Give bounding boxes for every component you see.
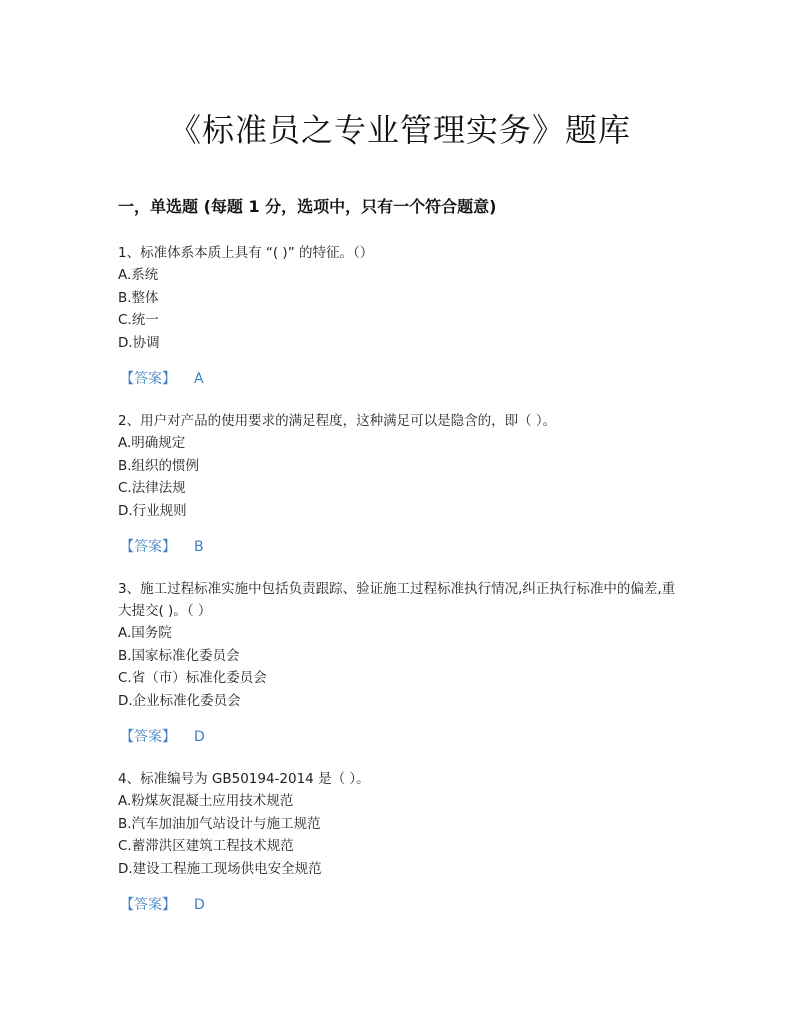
option-c: C.蓄滞洪区建筑工程技术规范 xyxy=(118,838,294,854)
option-d: D.建设工程施工现场供电安全规范 xyxy=(118,860,322,877)
question-stem: 4、标准编号为 GB50194-2014 是（ ）。 xyxy=(118,771,370,787)
answer-value: D xyxy=(194,897,205,913)
answer-label: 【答案】 xyxy=(120,371,176,387)
question-2 xyxy=(118,410,688,558)
option-a: A.粉煤灰混凝土应用技术规范 xyxy=(118,793,294,809)
document-title: 《标准员之专业管理实务》题库 xyxy=(168,111,631,149)
answer-value: D xyxy=(194,729,205,745)
answer-label: 【答案】 xyxy=(120,897,176,913)
answer-row xyxy=(118,726,688,748)
option-b: B.组织的惯例 xyxy=(118,457,200,474)
option-c: C.法律法规 xyxy=(118,480,186,496)
answer-row xyxy=(118,894,688,916)
option-a: A.明确规定 xyxy=(118,435,186,451)
question-stem: 1、标准体系本质上具有 “( )” 的特征。（） xyxy=(118,245,374,261)
option-c: C.统一 xyxy=(118,312,159,328)
option-a: A.国务院 xyxy=(118,625,172,641)
question-4 xyxy=(118,768,688,916)
answer-row xyxy=(118,536,688,558)
question-list xyxy=(118,242,688,936)
answer-label: 【答案】 xyxy=(120,729,176,745)
option-a: A.系统 xyxy=(118,267,159,283)
option-d: D.行业规则 xyxy=(118,502,187,519)
question-stem: 2、用户对产品的使用要求的满足程度，这种满足可以是隐含的，即（ ）。 xyxy=(118,413,557,429)
option-b: B.国家标准化委员会 xyxy=(118,647,240,664)
answer-value: A xyxy=(194,371,204,387)
option-c: C.省（市）标准化委员会 xyxy=(118,670,267,686)
question-1 xyxy=(118,242,688,390)
section-heading: 一，单选题 (每题 1 分，选项中，只有一个符合题意) xyxy=(118,197,497,216)
option-d: D.企业标准化委员会 xyxy=(118,692,241,709)
option-b: B.汽车加油加气站设计与施工规范 xyxy=(118,815,321,832)
answer-row xyxy=(118,368,688,390)
answer-label: 【答案】 xyxy=(120,539,176,555)
question-stem: 3、施工过程标准实施中包括负责跟踪、验证施工过程标准执行情况,纠正执行标准中的偏差,重大提交( )。（ ） xyxy=(118,581,676,619)
option-d: D.协调 xyxy=(118,334,160,351)
option-b: B.整体 xyxy=(118,289,159,306)
answer-value: B xyxy=(194,539,204,555)
question-3 xyxy=(118,578,688,748)
